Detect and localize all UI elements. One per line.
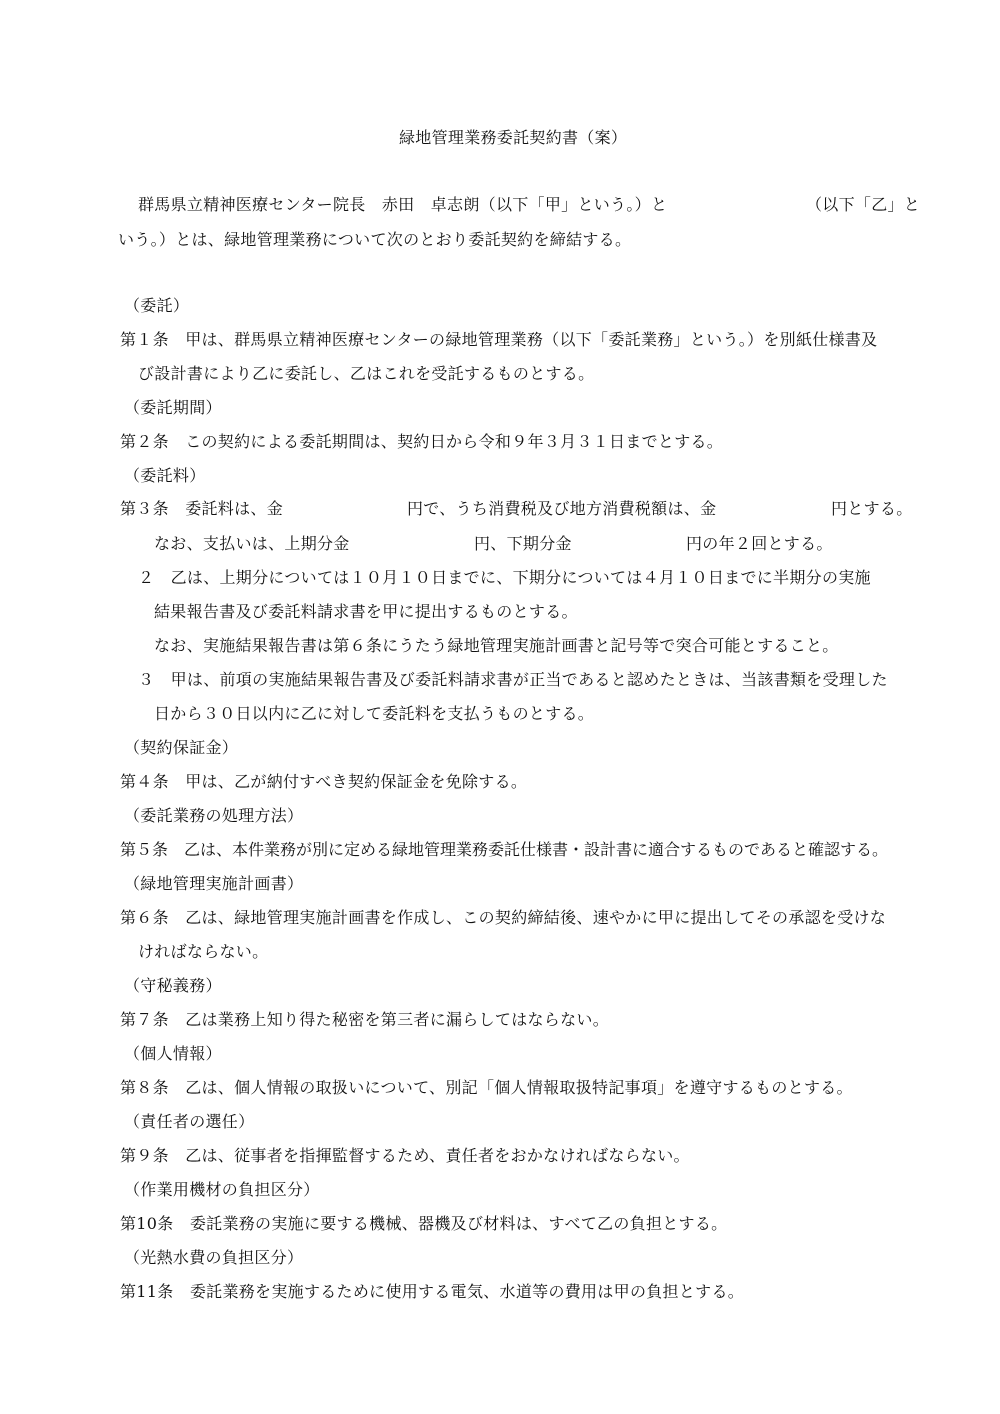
intro-line-1-tail: （以下「乙」と bbox=[806, 195, 921, 214]
article-3-text-b: 円で、うち消費税及び地方消費税額は、金 bbox=[407, 499, 717, 518]
article-5-text: 第５条 乙は、本件業務が別に定める緑地管理業務委託仕様書・設計書に適合するものであると確認する。 bbox=[120, 840, 889, 859]
article-1-text-cont: び設計書により乙に委託し、乙はこれを受託するものとする。 bbox=[138, 364, 595, 383]
article-10-heading: （作業用機材の負担区分） bbox=[124, 1180, 320, 1199]
article-9-text: 第９条 乙は、従事者を指揮監督するため、責任者をおかなければならない。 bbox=[120, 1146, 690, 1165]
article-9-heading: （責任者の選任） bbox=[124, 1112, 255, 1131]
article-3-para-2-note: なお、実施結果報告書は第６条にうたう緑地管理実施計画書と記号等で突合可能とすること。 bbox=[154, 636, 839, 655]
article-1-heading: （委託） bbox=[124, 296, 190, 315]
article-8-heading: （個人情報） bbox=[124, 1044, 222, 1063]
article-11-text: 第11条 委託業務を実施するために使用する電気、水道等の費用は甲の負担とする。 bbox=[120, 1282, 745, 1301]
article-3-payment-a: なお、支払いは、上期分金 bbox=[154, 534, 350, 553]
article-3-text-a: 第３条 委託料は、金 bbox=[120, 499, 284, 518]
article-4-text: 第４条 甲は、乙が納付すべき契約保証金を免除する。 bbox=[120, 772, 528, 791]
article-6-text-cont: ければならない。 bbox=[138, 942, 269, 961]
article-7-heading: （守秘義務） bbox=[124, 976, 222, 995]
article-3-para-2: ２ 乙は、上期分については１０月１０日までに、下期分については４月１０日までに半期分の実施 bbox=[138, 568, 871, 587]
article-3-para-3-cont: 日から３０日以内に乙に対して委託料を支払うものとする。 bbox=[154, 704, 595, 723]
article-2-heading: （委託期間） bbox=[124, 398, 222, 417]
intro-line-1: 群馬県立精神医療センター院長 赤田 卓志朗（以下「甲」という。）と bbox=[138, 195, 668, 214]
article-1-text: 第１条 甲は、群馬県立精神医療センターの緑地管理業務（以下「委託業務」という。）を別紙仕様書及 bbox=[120, 330, 878, 349]
article-7-text: 第７条 乙は業務上知り得た秘密を第三者に漏らしてはならない。 bbox=[120, 1010, 610, 1029]
intro-line-2: いう。）とは、緑地管理業務について次のとおり委託契約を締結する。 bbox=[118, 230, 632, 249]
article-6-text: 第６条 乙は、緑地管理実施計画書を作成し、この契約締結後、速やかに甲に提出してその承認を受けな bbox=[120, 908, 887, 927]
article-3-para-2-cont: 結果報告書及び委託料請求書を甲に提出するものとする。 bbox=[154, 602, 578, 621]
article-3-text-c: 円とする。 bbox=[831, 499, 913, 518]
article-10-text: 第10条 委託業務の実施に要する機械、器機及び材料は、すべて乙の負担とする。 bbox=[120, 1214, 728, 1233]
article-8-text: 第８条 乙は、個人情報の取扱いについて、別記「個人情報取扱特記事項」を遵守するものとする。 bbox=[120, 1078, 853, 1097]
article-11-heading: （光熱水費の負担区分） bbox=[124, 1248, 304, 1267]
article-3-payment-c: 円の年２回とする。 bbox=[686, 534, 833, 553]
document-title: 緑地管理業務委託契約書（案） bbox=[399, 128, 628, 147]
article-3-heading: （委託料） bbox=[124, 466, 206, 485]
article-2-text: 第２条 この契約による委託期間は、契約日から令和９年３月３１日までとする。 bbox=[120, 432, 724, 451]
article-5-heading: （委託業務の処理方法） bbox=[124, 806, 304, 825]
article-4-heading: （契約保証金） bbox=[124, 738, 239, 757]
article-6-heading: （緑地管理実施計画書） bbox=[124, 874, 304, 893]
article-3-para-3: ３ 甲は、前項の実施結果報告書及び委託料請求書が正当であると認めたときは、当該書類を受理した bbox=[138, 670, 888, 689]
article-3-payment-b: 円、下期分金 bbox=[474, 534, 572, 553]
